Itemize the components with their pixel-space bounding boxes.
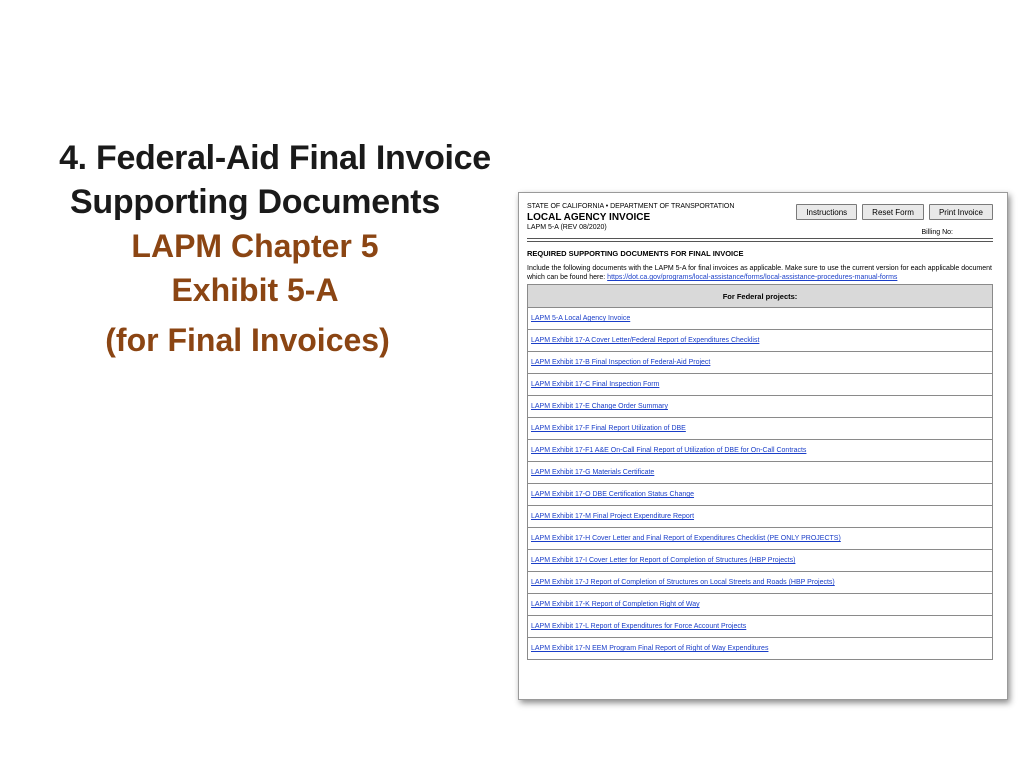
documents-table [527,284,993,660]
table-row [528,308,993,330]
table-cell [528,396,993,418]
document-link[interactable]: LAPM Exhibit 17-B Final Inspection of Federal-Aid Project [531,359,711,366]
document-link[interactable]: LAPM Exhibit 17-H Cover Letter and Final Report of Expenditures Checklist (PE ONLY PROJECTS) [531,535,841,542]
table-cell [528,572,993,594]
table-cell [528,638,993,660]
document-link[interactable]: LAPM Exhibit 17-E Change Order Summary [531,403,668,410]
slide-title-line-2: Supporting Documents [70,183,440,221]
table-cell [528,462,993,484]
table-cell [528,594,993,616]
table-header: For Federal projects: [528,285,993,308]
table-row [528,616,993,638]
slide-subtitle-note: (for Final Invoices) [105,322,390,358]
slide-title-block [20,136,530,362]
table-cell [528,352,993,374]
table-row [528,572,993,594]
instructions-text [527,264,993,282]
billing-number-label: Billing No: [921,229,953,236]
document-link[interactable]: LAPM Exhibit 17-C Final Inspection Form [531,381,660,388]
forms-url-link[interactable]: https://dot.ca.gov/programs/local-assistance/forms/local-assistance-procedures-manual-forms [607,274,898,281]
required-documents-heading: REQUIRED SUPPORTING DOCUMENTS FOR FINAL INVOICE [527,249,744,258]
invoice-form-screenshot [518,192,1008,700]
form-toolbar [796,204,993,220]
table-cell [528,418,993,440]
document-link[interactable]: LAPM Exhibit 17-F1 A&E On-Call Final Report of Utilization of DBE for On-Call Contracts [531,447,807,454]
table-row [528,506,993,528]
document-link[interactable]: LAPM Exhibit 17-N EEM Program Final Report of Right of Way Expenditures [531,645,769,652]
table-row [528,330,993,352]
table-row [528,440,993,462]
document-link[interactable]: LAPM Exhibit 17-M Final Project Expenditure Report [531,513,695,520]
divider [527,241,993,242]
table-row [528,594,993,616]
document-link[interactable]: LAPM Exhibit 17-F Final Report Utilization of DBE [531,425,686,432]
documents-table-body [528,308,993,660]
reset-form-button[interactable]: Reset Form [862,204,924,220]
document-link[interactable]: LAPM Exhibit 17-I Cover Letter for Report of Completion of Structures (HBP Projects) [531,557,796,564]
table-cell [528,506,993,528]
table-cell [528,550,993,572]
form-title: LOCAL AGENCY INVOICE [527,212,651,223]
document-link[interactable]: LAPM Exhibit 17-J Report of Completion of Structures on Local Streets and Roads (HBP Projects) [531,579,835,586]
print-invoice-button[interactable]: Print Invoice [929,204,993,220]
slide-title-line-1: 4. Federal-Aid Final Invoice [59,139,491,177]
table-row [528,550,993,572]
document-link[interactable]: LAPM Exhibit 17-A Cover Letter/Federal Report of Expenditures Checklist [531,337,760,344]
instructions-button[interactable]: Instructions [796,204,857,220]
form-revision: LAPM 5-A (REV 08/2020) [527,224,607,231]
document-link[interactable]: LAPM Exhibit 17-K Report of Completion Right of Way [531,601,700,608]
table-row [528,528,993,550]
instructions-text-body: Include the following documents with the LAPM 5-A for final invoices as applicable. Make sure to use the current version for each applicable document which can be found here: [527,265,992,281]
table-row [528,374,993,396]
document-link[interactable]: LAPM Exhibit 17-G Materials Certificate [531,469,655,476]
table-row [528,462,993,484]
table-cell [528,528,993,550]
table-row [528,352,993,374]
slide-subtitle-exhibit: Exhibit 5-A [171,272,339,308]
table-cell [528,616,993,638]
slide-subtitle-chapter: LAPM Chapter 5 [131,228,379,264]
table-cell [528,440,993,462]
table-row [528,638,993,660]
table-cell [528,484,993,506]
agency-name: STATE OF CALIFORNIA • DEPARTMENT OF TRANSPORTATION [527,203,735,210]
table-row [528,418,993,440]
document-link[interactable]: LAPM Exhibit 17-O DBE Certification Status Change [531,491,695,498]
document-link[interactable]: LAPM Exhibit 17-L Report of Expenditures for Force Account Projects [531,623,747,630]
table-row [528,484,993,506]
document-link[interactable]: LAPM 5-A Local Agency Invoice [531,315,631,322]
local-agency-invoice-form [527,203,993,660]
table-cell [528,308,993,330]
table-row [528,396,993,418]
divider [527,238,993,239]
table-cell [528,330,993,352]
table-cell [528,374,993,396]
